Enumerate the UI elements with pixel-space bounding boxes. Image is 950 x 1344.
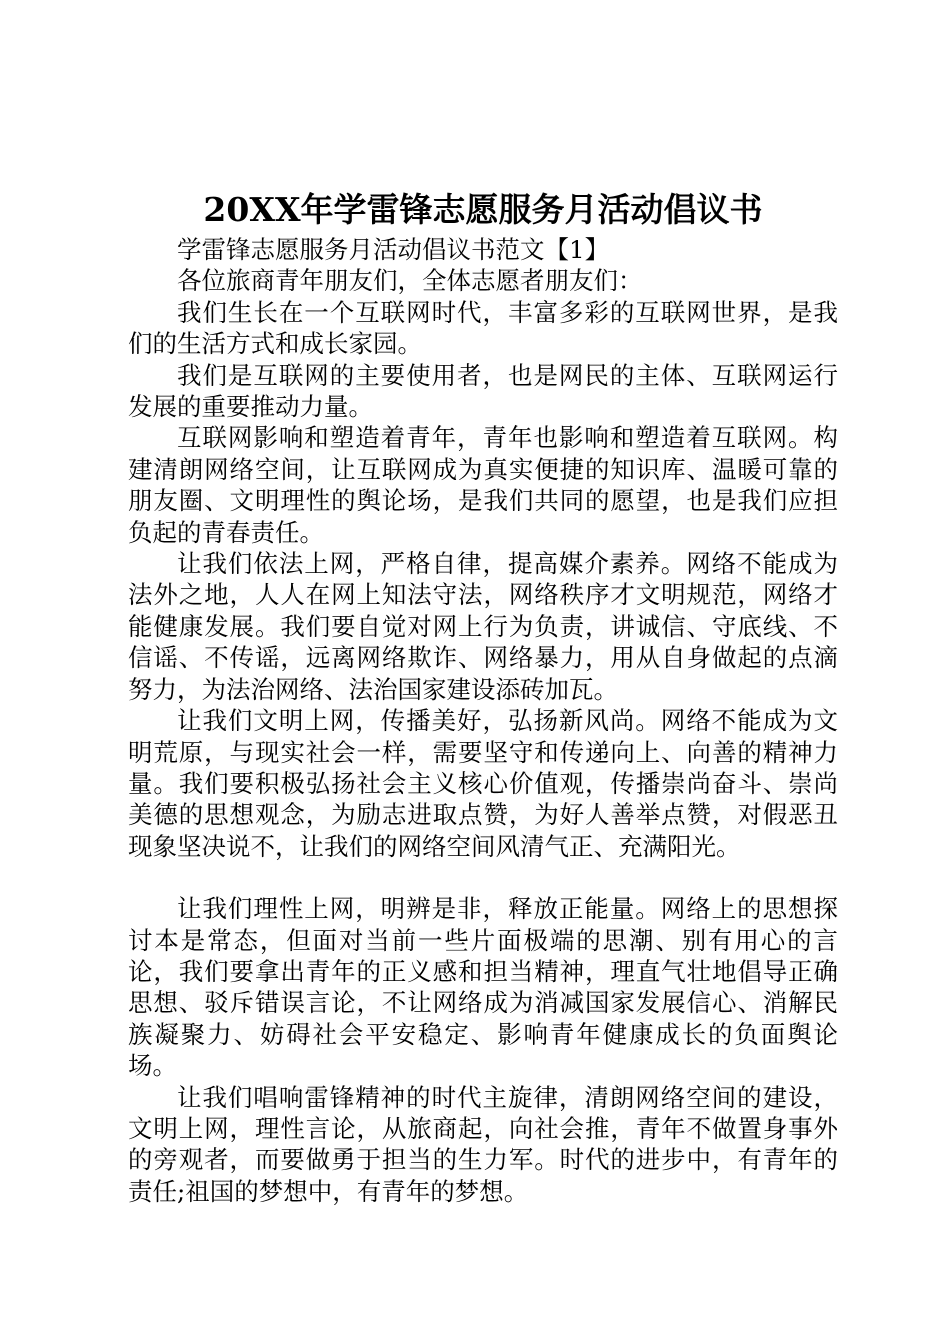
paragraph-body: 让我们唱响雷锋精神的时代主旋律，清朗网络空间的建设，文明上网，理性言论，从旅商起，向社会推，青年不做置身事外的旁观者，而要做勇于担当的生力军。时代的进步中，有青年的责任;祖国的梦想中，有青年的梦想。: [128, 1082, 838, 1206]
paragraph-body: 让我们依法上网，严格自律，提高媒介素养。网络不能成为法外之地，人人在网上知法守法，网络秩序才文明规范，网络才能健康发展。我们要自觉对网上行为负责，讲诚信、守底线、不信谣、不传谣，远离网络欺诈、网络暴力，用从自身做起的点滴努力，为法治网络、法治国家建设添砖加瓦。: [128, 549, 838, 704]
paragraph-body: 让我们文明上网，传播美好，弘扬新风尚。网络不能成为文明荒原，与现实社会一样，需要坚守和传递向上、向善的精神力量。我们要积极弘扬社会主义核心价值观，传播崇尚奋斗、崇尚美德的思想观念，为励志进取点赞，为好人善举点赞，对假恶丑现象坚决说不，让我们的网络空间风清气正、充满阳光。: [128, 706, 838, 861]
paragraph-body: 我们是互联网的主要使用者，也是网民的主体、互联网运行发展的重要推动力量。: [128, 360, 838, 422]
paragraph-body: 我们生长在一个互联网时代，丰富多彩的互联网世界，是我们的生活方式和成长家园。: [128, 297, 838, 359]
paragraph-subtitle: 学雷锋志愿服务月活动倡议书范文【1】: [177, 235, 610, 264]
document-page: [128, 188, 838, 1207]
paragraph-body: 让我们理性上网，明辨是非，释放正能量。网络上的思想探讨本是常态，但面对当前一些片面极端的思潮、别有用心的言论，我们要拿出青年的正义感和担当精神，理直气壮地倡导正确思想、驳斥错误言论，不让网络成为消减国家发展信心、消解民族凝聚力、妨碍社会平安稳定、影响青年健康成长的负面舆论场。: [128, 894, 838, 1081]
document-title: 20XX年学雷锋志愿服务月活动倡议书: [203, 190, 763, 229]
paragraph-body: 互联网影响和塑造着青年，青年也影响和塑造着互联网。构建清朗网络空间，让互联网成为真实便捷的知识库、温暖可靠的朋友圈、文明理性的舆论场，是我们共同的愿望，也是我们应担负起的青春责任。: [128, 423, 838, 547]
blank-line: [128, 862, 838, 893]
paragraph-salutation: 各位旅商青年朋友们，全体志愿者朋友们：: [177, 266, 643, 296]
